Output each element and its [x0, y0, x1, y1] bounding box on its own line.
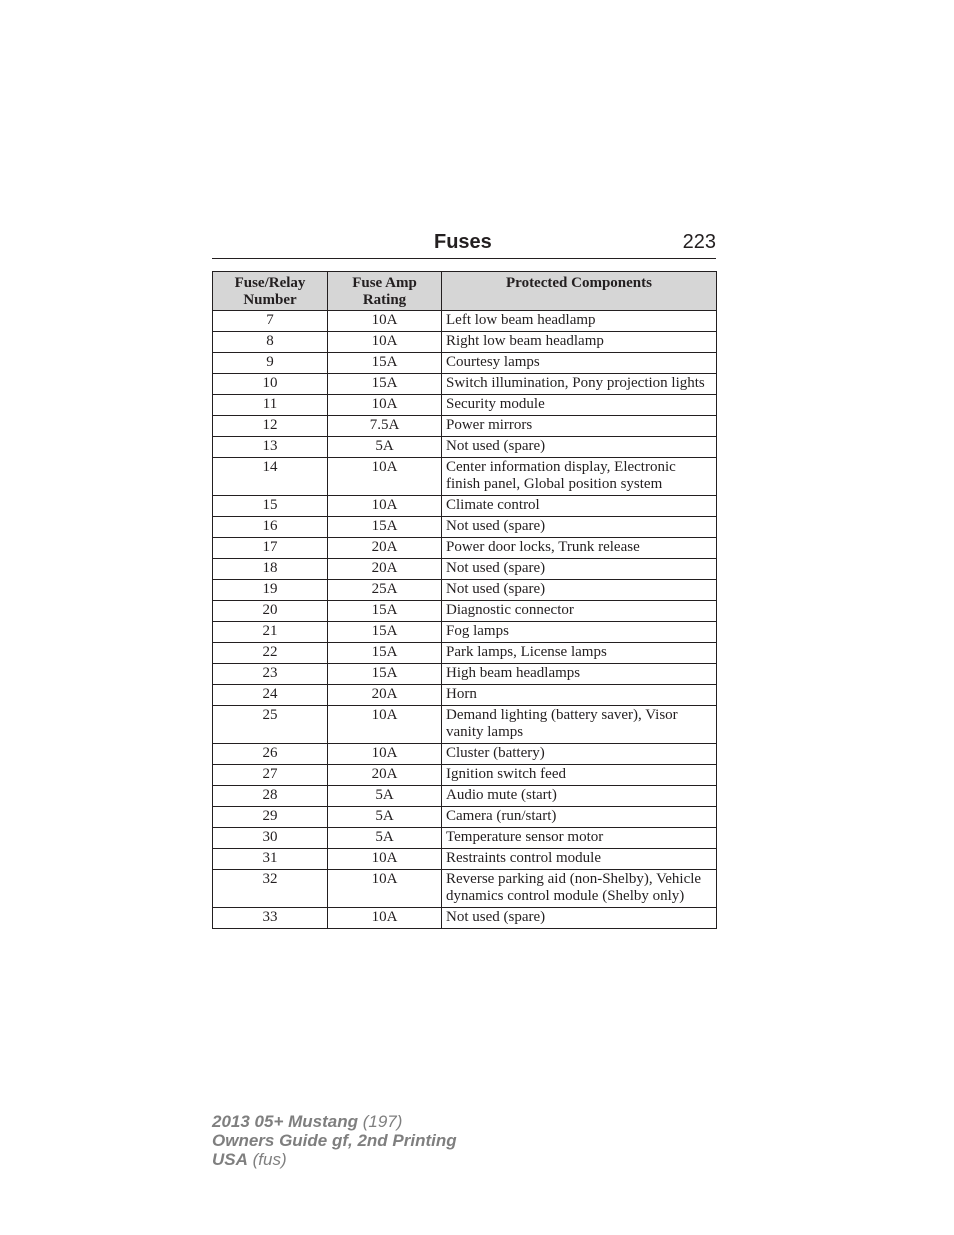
table-row	[213, 559, 717, 580]
column-header-components: Protected Components	[442, 272, 717, 311]
protected-components: Diagnostic connector	[442, 601, 717, 622]
fuse-number: 11	[213, 395, 328, 416]
amp-rating: 5A	[328, 828, 442, 849]
amp-rating: 5A	[328, 437, 442, 458]
fuse-table	[212, 271, 717, 929]
fuse-number: 13	[213, 437, 328, 458]
protected-components: Power mirrors	[442, 416, 717, 437]
protected-components: Climate control	[442, 496, 717, 517]
table-row	[213, 807, 717, 828]
amp-rating: 10A	[328, 458, 442, 496]
table-row	[213, 353, 717, 374]
amp-rating: 5A	[328, 807, 442, 828]
table-row	[213, 496, 717, 517]
protected-components: Demand lighting (battery saver), Visor vanity lamps	[442, 706, 717, 744]
protected-components: Left low beam headlamp	[442, 311, 717, 332]
page-number: 223	[682, 231, 716, 253]
table-row	[213, 517, 717, 538]
fuse-number: 25	[213, 706, 328, 744]
table-row	[213, 332, 717, 353]
table-body	[213, 311, 717, 929]
table-row	[213, 538, 717, 559]
column-header-number: Fuse/Relay Number	[213, 272, 328, 311]
fuse-number: 14	[213, 458, 328, 496]
fuse-number: 21	[213, 622, 328, 643]
fuse-number: 15	[213, 496, 328, 517]
fuse-number: 17	[213, 538, 328, 559]
fuse-number: 8	[213, 332, 328, 353]
footer-line-2: Owners Guide gf, 2nd Printing	[212, 1131, 457, 1150]
amp-rating: 10A	[328, 311, 442, 332]
fuse-number: 18	[213, 559, 328, 580]
fuse-number: 20	[213, 601, 328, 622]
protected-components: Temperature sensor motor	[442, 828, 717, 849]
fuse-number: 24	[213, 685, 328, 706]
protected-components: Cluster (battery)	[442, 744, 717, 765]
table-row	[213, 786, 717, 807]
table-row	[213, 765, 717, 786]
protected-components: Not used (spare)	[442, 559, 717, 580]
fuse-number: 7	[213, 311, 328, 332]
amp-rating: 20A	[328, 559, 442, 580]
fuse-number: 30	[213, 828, 328, 849]
table-row	[213, 374, 717, 395]
protected-components: Restraints control module	[442, 849, 717, 870]
fuse-number: 31	[213, 849, 328, 870]
fuse-number: 23	[213, 664, 328, 685]
amp-rating: 20A	[328, 765, 442, 786]
column-header-rating: Fuse Amp Rating	[328, 272, 442, 311]
protected-components: Not used (spare)	[442, 437, 717, 458]
table-row	[213, 685, 717, 706]
amp-rating: 10A	[328, 496, 442, 517]
protected-components: Park lamps, License lamps	[442, 643, 717, 664]
page-header	[212, 228, 716, 259]
table-row	[213, 643, 717, 664]
fuse-number: 10	[213, 374, 328, 395]
fuse-number: 22	[213, 643, 328, 664]
amp-rating: 20A	[328, 685, 442, 706]
protected-components: Center information display, Electronic finish panel, Global position system	[442, 458, 717, 496]
section-title: Fuses	[434, 231, 492, 253]
protected-components: Camera (run/start)	[442, 807, 717, 828]
protected-components: Security module	[442, 395, 717, 416]
table-row	[213, 664, 717, 685]
footer-model: 2013 05+ Mustang	[212, 1112, 358, 1131]
amp-rating: 15A	[328, 643, 442, 664]
protected-components: Fog lamps	[442, 622, 717, 643]
footer-section-code: (fus)	[252, 1150, 287, 1169]
protected-components: Not used (spare)	[442, 517, 717, 538]
amp-rating: 15A	[328, 517, 442, 538]
protected-components: Power door locks, Trunk release	[442, 538, 717, 559]
amp-rating: 10A	[328, 395, 442, 416]
table-row	[213, 416, 717, 437]
table-row	[213, 744, 717, 765]
amp-rating: 15A	[328, 664, 442, 685]
footer-market: USA	[212, 1150, 248, 1169]
protected-components: Not used (spare)	[442, 908, 717, 929]
footer-model-code: (197)	[362, 1112, 403, 1131]
protected-components: Courtesy lamps	[442, 353, 717, 374]
amp-rating: 15A	[328, 601, 442, 622]
amp-rating: 10A	[328, 870, 442, 908]
protected-components: Not used (spare)	[442, 580, 717, 601]
table-header-row	[213, 272, 717, 311]
amp-rating: 20A	[328, 538, 442, 559]
amp-rating: 10A	[328, 706, 442, 744]
print-footer	[212, 1112, 457, 1169]
table-row	[213, 706, 717, 744]
table-row	[213, 622, 717, 643]
table-row	[213, 870, 717, 908]
amp-rating: 15A	[328, 374, 442, 395]
amp-rating: 10A	[328, 908, 442, 929]
fuse-number: 27	[213, 765, 328, 786]
table-row	[213, 311, 717, 332]
protected-components: High beam headlamps	[442, 664, 717, 685]
amp-rating: 10A	[328, 332, 442, 353]
fuse-number: 28	[213, 786, 328, 807]
fuse-number: 19	[213, 580, 328, 601]
table-row	[213, 849, 717, 870]
table-row	[213, 395, 717, 416]
fuse-number: 12	[213, 416, 328, 437]
footer-line-3	[212, 1150, 457, 1169]
fuse-number: 29	[213, 807, 328, 828]
table-row	[213, 580, 717, 601]
protected-components: Switch illumination, Pony projection lights	[442, 374, 717, 395]
amp-rating: 15A	[328, 353, 442, 374]
fuse-number: 9	[213, 353, 328, 374]
amp-rating: 10A	[328, 744, 442, 765]
amp-rating: 25A	[328, 580, 442, 601]
table-row	[213, 458, 717, 496]
protected-components: Audio mute (start)	[442, 786, 717, 807]
protected-components: Right low beam headlamp	[442, 332, 717, 353]
amp-rating: 10A	[328, 849, 442, 870]
table-row	[213, 828, 717, 849]
protected-components: Ignition switch feed	[442, 765, 717, 786]
table-row	[213, 908, 717, 929]
fuse-number: 26	[213, 744, 328, 765]
fuse-number: 16	[213, 517, 328, 538]
fuse-number: 33	[213, 908, 328, 929]
fuse-number: 32	[213, 870, 328, 908]
protected-components: Horn	[442, 685, 717, 706]
amp-rating: 15A	[328, 622, 442, 643]
amp-rating: 7.5A	[328, 416, 442, 437]
footer-line-1	[212, 1112, 457, 1131]
amp-rating: 5A	[328, 786, 442, 807]
protected-components: Reverse parking aid (non-Shelby), Vehicle dynamics control module (Shelby only)	[442, 870, 717, 908]
table-row	[213, 437, 717, 458]
table-row	[213, 601, 717, 622]
